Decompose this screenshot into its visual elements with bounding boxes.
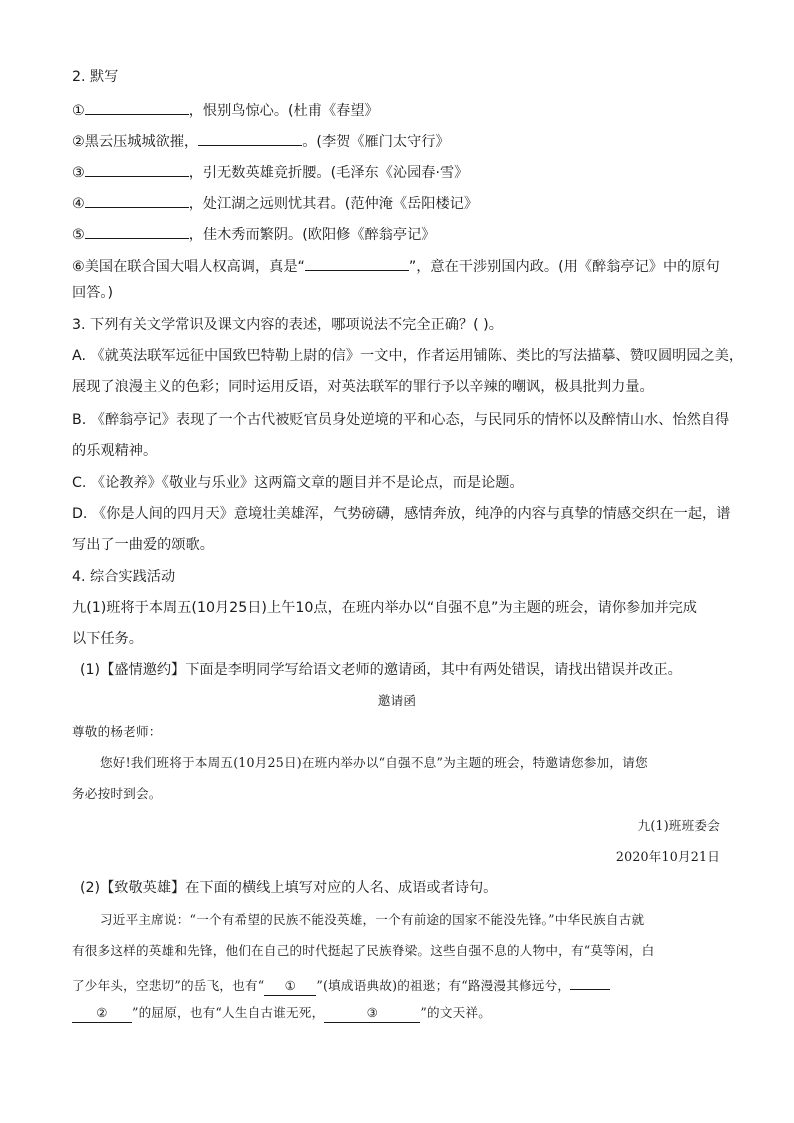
recite-text: ，佳木秀而繁阴。(欧阳修《醉翁亭记》 <box>188 227 436 243</box>
recite-line-5 <box>72 221 435 246</box>
recite-text: ，引无数英雄竞折腰。(毛泽东《沁园春·雪》 <box>188 165 469 181</box>
recite-number: ① <box>72 103 85 119</box>
blank-marker: ③ <box>366 1005 379 1020</box>
fill-blank-2-start[interactable] <box>570 971 610 990</box>
answer-blank[interactable] <box>305 253 409 271</box>
option-a-line-1: A. 《就英法联军远征中国致巴特勒上尉的信》一文中，作者运用铺陈、类比的写法描摹、赞叹圆明园之美， <box>72 348 744 364</box>
blank-marker: ① <box>284 978 297 993</box>
task-1-prompt: (1)【盛情邀约】下面是李明同学写给语文老师的邀请函，其中有两处错误，请找出错误并改正。 <box>80 662 682 678</box>
letter-title: 邀请函 <box>377 693 417 708</box>
answer-blank[interactable] <box>85 221 189 239</box>
option-d-line-2: 写出了一曲爱的颂歌。 <box>72 537 214 553</box>
question-4-intro-1: 九(1)班将于本周五(10月25日)上午10点，在班内举办以“自强不息”为主题的班会，请你参加并完成 <box>72 600 697 616</box>
option-b-line-1: B. 《醉翁亭记》表现了一个古代被贬官员身处逆境的平和心态，与民同乐的情怀以及醉情山水、怡然自得 <box>72 412 730 428</box>
question-2-title: 2. 默写 <box>72 69 119 85</box>
option-a-line-2: 展现了浪漫主义的色彩；同时运用反语，对英法联军的罪行予以辛辣的嘲讽，极具批判力量。 <box>72 379 654 395</box>
recite-number: ③ <box>72 165 85 181</box>
recite-text: ⑥美国在联合国大唱人权高调，真是“ <box>72 259 305 275</box>
recite-line-6 <box>72 253 720 278</box>
answer-blank[interactable] <box>85 97 189 115</box>
letter-greeting: 尊敬的杨老师： <box>72 724 162 739</box>
passage-text: ”的屈原，也有“人生自古谁无死， <box>132 1005 325 1020</box>
recite-text: ②黑云压城城欲摧， <box>72 134 199 150</box>
letter-body-2: 务必按时到会。 <box>72 786 162 801</box>
fill-blank-1[interactable] <box>264 977 316 996</box>
recite-line-1 <box>72 97 379 122</box>
recite-number: ⑤ <box>72 227 85 243</box>
passage-line-1: 习近平主席说：“一个有希望的民族不能没英雄，一个有前途的国家不能没先锋。”中华民族自古就 <box>100 912 645 927</box>
answer-blank[interactable] <box>85 159 189 177</box>
passage-text: ”的文天祥。 <box>420 1005 491 1020</box>
fill-blank-2[interactable] <box>72 1004 132 1023</box>
option-c: C. 《论教养》《敬业与乐业》这两篇文章的题目并不是论点，而是论题。 <box>72 475 524 491</box>
passage-text: 了少年头，空悲切”的岳飞，也有“ <box>72 978 265 993</box>
passage-text: ”(填成语典故)的祖逖；有“路漫漫其修远兮， <box>316 978 571 993</box>
recite-text: ”，意在干涉别国内政。(用《醉翁亭记》中的原句 <box>408 259 720 275</box>
task-2-prompt: (2)【致敬英雄】在下面的横线上填写对应的人名、成语或者诗句。 <box>80 880 498 896</box>
recite-number: ④ <box>72 196 85 212</box>
recite-line-3 <box>72 159 468 184</box>
recite-line-4 <box>72 190 478 215</box>
passage-line-4 <box>72 1002 491 1024</box>
passage-line-2: 有很多这样的英雄和先锋，他们在自己的时代挺起了民族脊梁。这些自强不息的人物中，有“莫等闲，白 <box>72 943 655 958</box>
recite-line-2 <box>72 128 450 153</box>
blank-marker: ② <box>96 1005 108 1020</box>
letter-signature: 九(1)班班委会 <box>637 818 720 833</box>
answer-blank[interactable] <box>198 128 302 146</box>
option-b-line-2: 的乐观精神。 <box>72 443 158 459</box>
letter-body-1: 您好!我们班将于本周五(10月25日)在班内举办以“自强不息”为主题的班会，特邀请您参加，请您 <box>100 755 648 770</box>
recite-line-6-cont: 回答。) <box>72 285 113 301</box>
fill-blank-3[interactable] <box>324 1004 420 1023</box>
question-3-title: 3. 下列有关文学常识及课文内容的表述，哪项说法不完全正确？( )。 <box>72 317 503 333</box>
recite-text: ，处江湖之远则忧其君。(范仲淹《岳阳楼记》 <box>188 196 479 212</box>
option-d-line-1: D. 《你是人间的四月天》意境壮美雄浑，气势磅礴，感情奔放，纯净的内容与真挚的情感交织在一起，谱 <box>72 506 731 522</box>
passage-line-3 <box>72 971 610 997</box>
recite-text: 。(李贺《雁门太守行》 <box>302 134 450 150</box>
recite-text: ，恨别鸟惊心。(杜甫《春望》 <box>188 103 379 119</box>
question-4-intro-2: 以下任务。 <box>72 631 143 647</box>
answer-blank[interactable] <box>85 190 189 208</box>
question-4-title: 4. 综合实践活动 <box>72 569 176 585</box>
letter-date: 2020年10月21日 <box>615 849 720 864</box>
